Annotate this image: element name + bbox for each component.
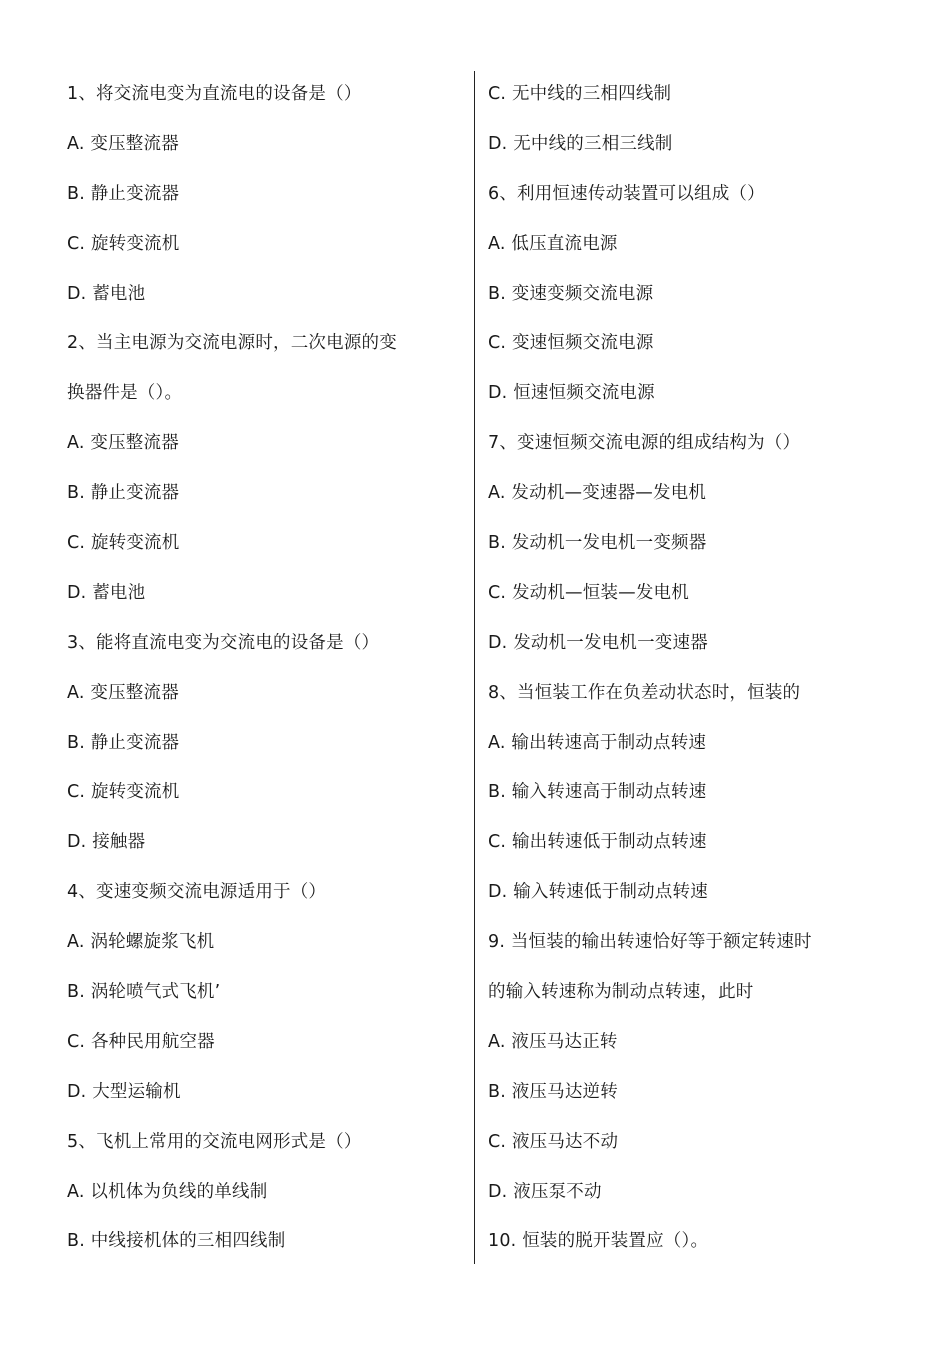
option-line: D. 恒速恒频交流电源 [488,383,655,404]
option-line: A. 低压直流电源 [488,233,618,254]
question-line: 10. 恒装的脱开装置应（）。 [488,1231,709,1252]
option-line: C. 旋转变流机 [67,233,180,254]
option-line: A. 以机体为负线的单线制 [67,1181,268,1202]
option-line: B. 静止变流器 [67,483,180,504]
column-divider [474,71,475,1264]
option-line: B. 输入转速高于制动点转速 [488,782,707,803]
option-line: A. 变压整流器 [67,133,179,154]
option-line: A. 涡轮螺旋浆飞机 [67,932,215,953]
option-line: B. 涡轮喷气式飞机’ [67,982,221,1003]
option-line: D. 大型运输机 [67,1081,181,1102]
option-line: C. 输出转速低于制动点转速 [488,832,707,853]
question-line: 8、当恒装工作在负差动状态时，恒装的 [488,682,801,703]
option-line: D. 接触器 [67,832,146,853]
option-line: C. 旋转变流机 [67,782,180,803]
question-line: 9. 当恒装的输出转速恰好等于额定转速时 [488,932,812,953]
question-line: 4、变速变频交流电源适用于（） [67,882,327,903]
option-line: C. 液压马达不动 [488,1131,619,1152]
option-line: D. 输入转速低于制动点转速 [488,882,708,903]
option-line: C. 变速恒频交流电源 [488,333,654,354]
option-line: C. 各种民用航空器 [67,1031,215,1052]
option-line: A. 液压马达正转 [488,1031,618,1052]
option-line: A. 变压整流器 [67,682,179,703]
question-line: 7、变速恒频交流电源的组成结构为（） [488,433,801,454]
option-line: A. 输出转速高于制动点转速 [488,732,707,753]
option-line: D. 发动机一发电机一变速器 [488,632,708,653]
question-line-continued: 的输入转速称为制动点转速，此时 [488,982,754,1003]
option-line: B. 发动机一发电机一变频器 [488,533,707,554]
option-line: C. 无中线的三相四线制 [488,84,672,104]
left-column [67,69,462,1266]
option-line: B. 变速变频交流电源 [488,283,654,304]
question-line: 6、利用恒速传动装置可以组成（） [488,183,765,204]
question-line: 3、能将直流电变为交流电的设备是（） [67,632,380,653]
option-line: B. 液压马达逆转 [488,1081,618,1102]
question-line: 1、将交流电变为直流电的设备是（） [67,84,362,104]
option-line: A. 变压整流器 [67,433,179,454]
option-line: D. 蓄电池 [67,582,146,603]
question-line: 5、飞机上常用的交流电网形式是（） [67,1131,362,1152]
option-line: D. 无中线的三相三线制 [488,133,673,154]
option-line: B. 中线接机体的三相四线制 [67,1231,286,1252]
question-line-continued: 换器件是（）。 [67,383,183,404]
option-line: B. 静止变流器 [67,732,180,753]
option-line: C. 发动机—恒装—发电机 [488,582,689,603]
option-line: D. 液压泵不动 [488,1181,602,1202]
option-line: B. 静止变流器 [67,183,180,204]
question-line: 2、当主电源为交流电源时，二次电源的变 [67,333,397,354]
option-line: D. 蓄电池 [67,283,146,304]
option-line: C. 旋转变流机 [67,533,180,554]
right-column [488,69,928,1266]
option-line: A. 发动机—变速器—发电机 [488,483,707,504]
